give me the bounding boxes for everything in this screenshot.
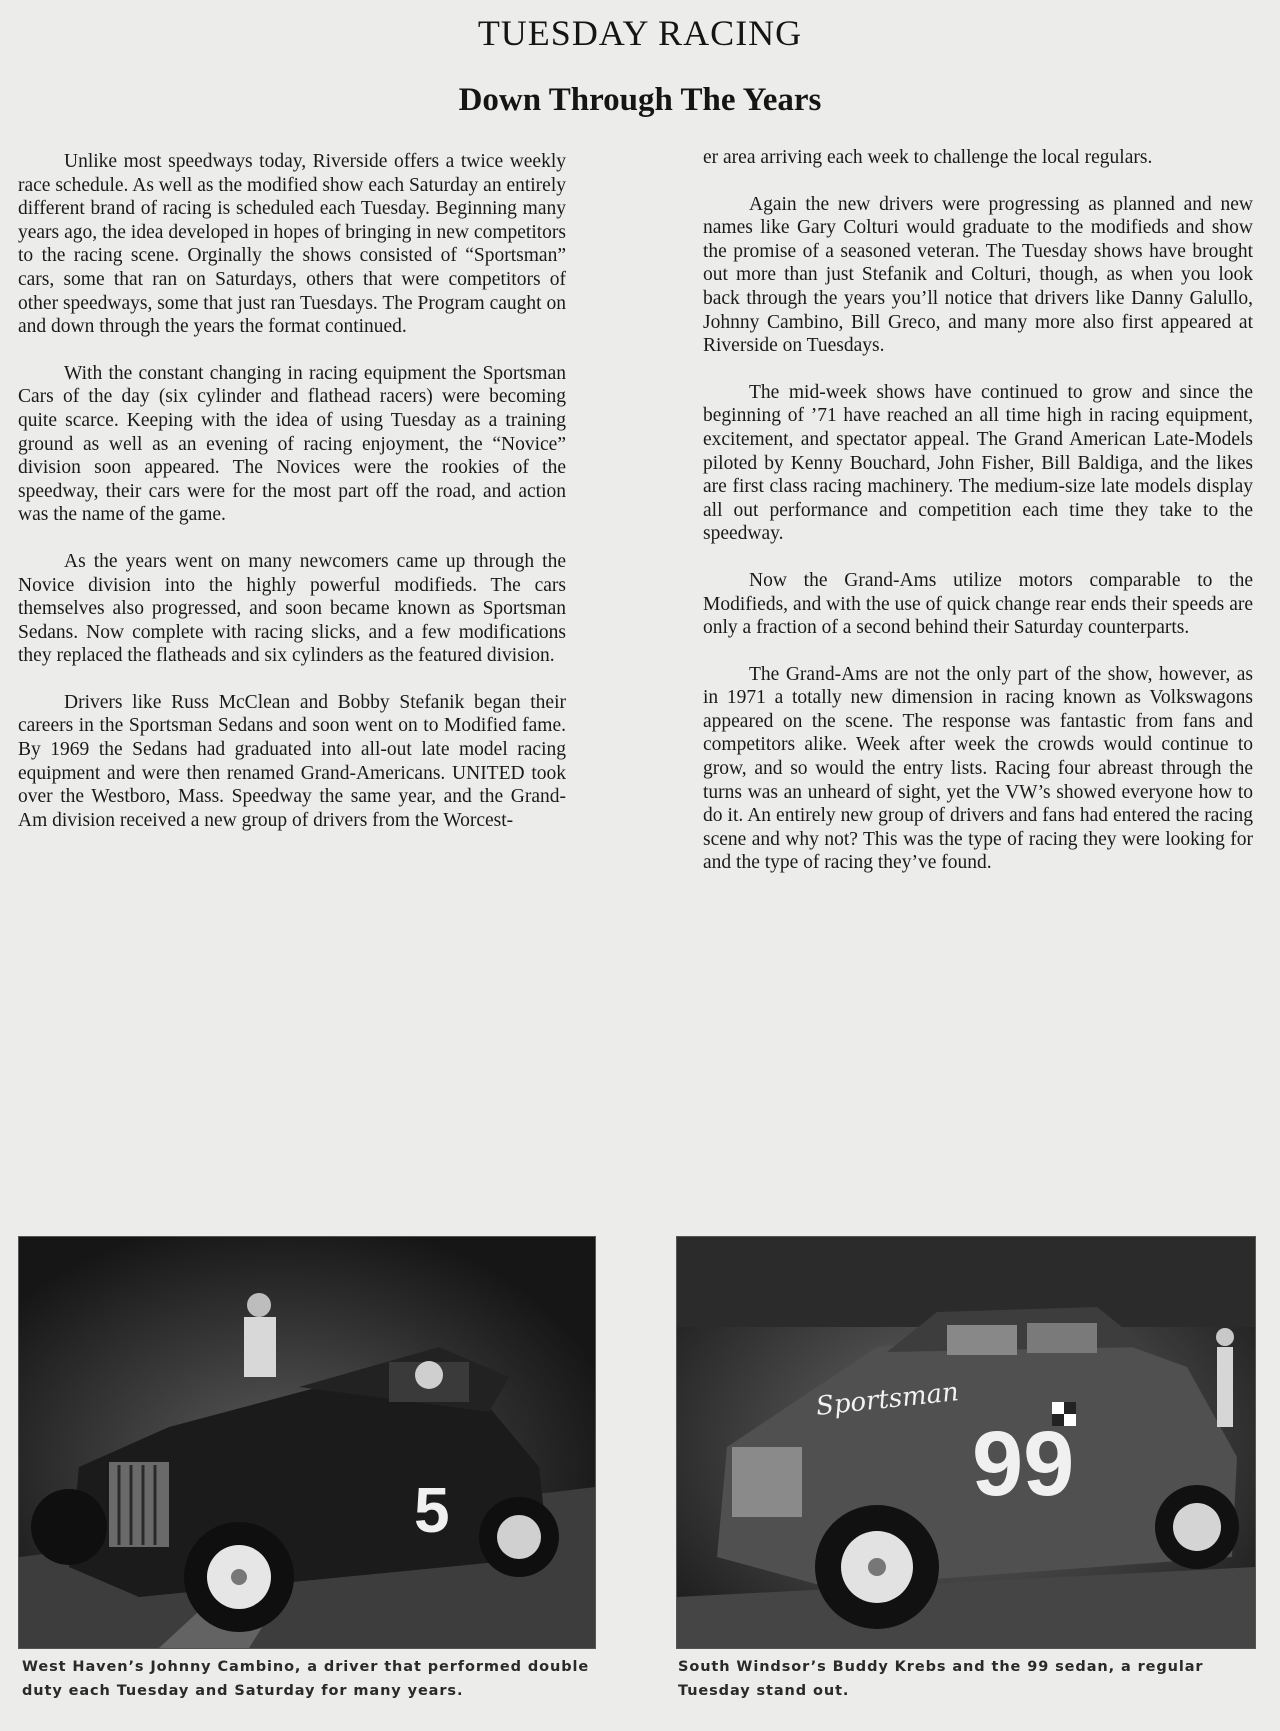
page-title: TUESDAY RACING: [477, 13, 803, 53]
paragraph: As the years went on many newcomers came up through the Novice division into the highly powerful modifieds. The cars themselves also progressed, and soon became known as Sportsman Sedans. Now complete with racing slicks, and a few modifications they replaced the flatheads and six cylinders as the featured division.: [18, 550, 566, 667]
article-right-column: [703, 146, 1253, 898]
photo-cambino-car-5: [18, 1236, 596, 1649]
photo-caption-left: West Haven’s Johnny Cambino, a driver that performed double duty each Tuesday and Saturday for many years.: [22, 1659, 590, 1699]
paragraph: Now the Grand-Ams utilize motors comparable to the Modifieds, and with the use of quick change rear ends their speeds are only a fraction of a second behind their Saturday counterparts.: [703, 569, 1253, 639]
paragraph: er area arriving each week to challenge the local regulars.: [703, 147, 1153, 168]
paragraph: With the constant changing in racing equipment the Sportsman Cars of the day (six cylinder and flathead racers) were becoming quite scarce. Keeping with the idea of using Tuesday as a training ground as well as an evening of racing enjoyment, the “Novice” division soon appeared. The Novices were the rookies of the speedway, their cars were for the most part off the road, and action was the name of the game.: [18, 362, 566, 526]
page-subtitle: Down Through The Years: [458, 82, 822, 118]
car-script-sportsman: Sportsman: [814, 1377, 961, 1422]
paragraph: Again the new drivers were progressing as planned and new names like Gary Colturi would graduate to the modifieds and show the promise of a seasoned veteran. The Tuesday shows have brought out more than just Stefanik and Colturi, though, as when you look back through the years you’ll notice that drivers like Danny Galullo, Johnny Cambino, Bill Greco, and many more also first appeared at Riverside on Tuesdays.: [703, 193, 1253, 357]
paragraph: Unlike most speedways today, Riverside offers a twice weekly race schedule. As well as the modified show each Saturday an entirely different brand of racing is scheduled each Tuesday. Beginning many years ago, the idea developed in hopes of bringing in new competitors to the racing scene. Orginally the shows consisted of “Sportsman” cars, some that ran on Saturdays, others that were competitors of other speedways, some that just ran Tuesdays. The Program caught on and down through the years the format continued.: [18, 151, 566, 338]
photo-caption-right: South Windsor’s Buddy Krebs and the 99 sedan, a regular Tuesday stand out.: [678, 1659, 1204, 1699]
paragraph: The mid-week shows have continued to grow and since the beginning of ’71 have reached an all time high in racing equipment, excitement, and spectator appeal. The Grand American Late-Models piloted by Kenny Bouchard, John Fisher, Bill Baldiga, and the likes are first class racing machinery. The medium-size late models display all out performance and competition each time they take to the speedway.: [703, 381, 1253, 545]
paragraph: The Grand-Ams are not the only part of the show, however, as in 1971 a totally new dimension in racing known as Volkswagons appeared on the scene. The response was fantastic from fans and competitors alike. Week after week the crowds would continue to grow, and so would the entry lists. Racing four abreast through the turns was an unheard of sight, yet the VW’s showed everyone how to do it. An entirely new group of drivers and fans had entered the racing scene and why not? This was the type of racing they were looking for and the type of racing they’ve found.: [703, 663, 1253, 874]
photo-krebs-car-99: [676, 1236, 1256, 1649]
race-car-99-illustration: [677, 1237, 1255, 1648]
car-number-5: 5: [414, 1474, 450, 1546]
article-left-column: [18, 150, 566, 855]
car-number-99: 99: [972, 1413, 1075, 1515]
race-car-5-illustration: [19, 1237, 595, 1648]
paragraph: Drivers like Russ McClean and Bobby Stefanik began their careers in the Sportsman Sedans and soon went on to Modified fame. By 1969 the Sedans had graduated into all-out late model racing equipment and were then renamed Grand-Americans. UNITED took over the Westboro, Mass. Speedway the same year, and the Grand-Am division received a new group of drivers from the Worcest-: [18, 691, 566, 831]
